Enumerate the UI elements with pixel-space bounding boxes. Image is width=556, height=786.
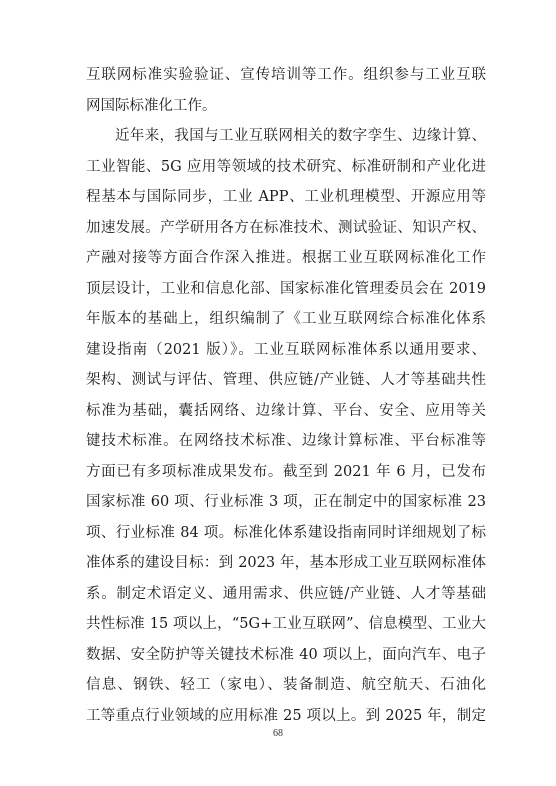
text-line: 系。制定术语定义、通用需求、供应链/产业链、人才等基础	[86, 585, 486, 602]
text-line: 年版本的基础上，组织编制了《工业互联网综合标准化体系	[86, 311, 486, 327]
text-line: 程基本与国际同步，工业 APP、工业机理模型、开源应用等	[86, 189, 486, 205]
text-line: 网国际标准化工作。	[86, 97, 217, 114]
text-line: 架构、测试与评估、管理、供应链/产业链、人才等基础共性	[86, 372, 486, 388]
text-line: 工等重点行业领域的应用标准 25 项以上。到 2025 年，制定	[86, 707, 486, 724]
page-number: 68	[273, 728, 283, 739]
text-line: 加速发展。产学研用各方在标准技术、测试验证、知识产权、	[86, 219, 486, 236]
text-line: 产融对接等方面合作深入推进。根据工业互联网标准化工作	[86, 250, 486, 266]
text-line: 建设指南（2021 版）》。工业互联网标准体系以通用要求、	[86, 341, 486, 358]
text-line: 信息、钢铁、轻工（家电）、装备制造、航空航天、石油化	[86, 677, 486, 693]
text-line: 顶层设计，工业和信息化部、国家标准化管理委员会在 2019	[86, 280, 486, 297]
text-line: 方面已有多项标准成果发布。截至到 2021 年 6 月，已发布	[86, 463, 486, 480]
text-line: 近年来，我国与工业互联网相关的数字孪生、边缘计算、	[115, 128, 486, 144]
text-line: 标准为基础，囊括网络、边缘计算、平台、安全、应用等关	[86, 402, 486, 419]
text-line: 数据、安全防护等关键技术标准 40 项以上，面向汽车、电子	[86, 646, 486, 663]
text-line: 准体系的建设目标：到 2023 年，基本形成工业互联网标准体	[86, 555, 486, 571]
text-line: 键技术标准。在网络技术标准、边缘计算标准、平台标准等	[86, 433, 486, 449]
text-line: 国家标准 60 项、行业标准 3 项，正在制定中的国家标准 23	[86, 494, 486, 510]
text-line: 共性标准 15 项以上，“5G+工业互联网”、信息模型、工业大	[86, 616, 486, 632]
text-line: 工业智能、5G 应用等领域的技术研究、标准研制和产业化进	[86, 158, 486, 175]
text-line: 互联网标准实验验证、宣传培训等工作。组织参与工业互联	[86, 67, 486, 83]
text-line: 项、行业标准 84 项。标准化体系建设指南同时详细规划了标	[86, 524, 486, 541]
body-text	[86, 60, 486, 731]
